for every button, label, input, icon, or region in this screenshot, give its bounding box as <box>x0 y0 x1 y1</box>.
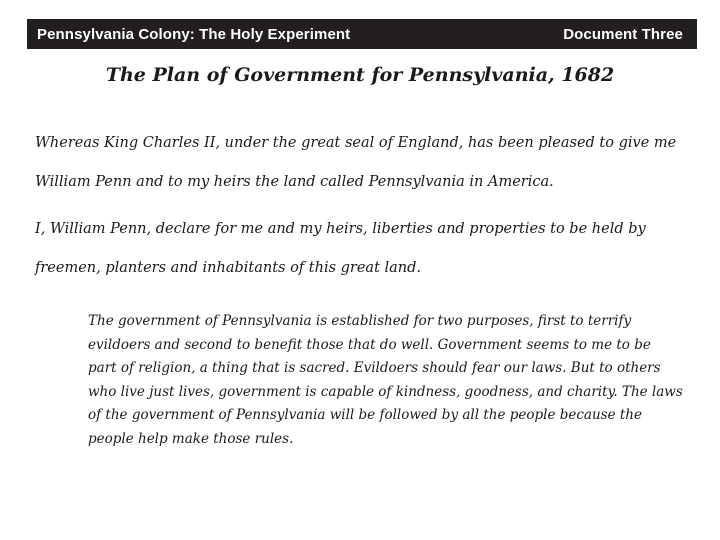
paragraph-declaration: I, William Penn, declare for me and my heirs, liberties and properties to be held by freemen, planters and inhabitants of this great land. <box>35 221 646 276</box>
paragraph-charter-grant: Whereas King Charles II, under the great seal of England, has been pleased to give me William Penn and to my heirs the land called Pennsylvania in America. <box>35 135 677 190</box>
header-left-title: Pennsylvania Colony: The Holy Experiment <box>37 25 351 43</box>
document-title: The Plan of Government for Pennsylvania, 1682 <box>105 64 615 86</box>
header-bar <box>27 19 697 49</box>
header-document-number: Document Three <box>563 25 683 43</box>
paragraph-government-purpose: The government of Pennsylvania is established for two purposes, first to terrify evildoers and second to benefit those that do well. Government seems to me to be part of religion, a thing that is sacred. Evildoers should fear our laws. But to others who live just lives, government is capable of kindness, goodness, and charity. The laws of the government of Pennsylvania will be followed by all the people because the people help make those rules. <box>88 313 683 447</box>
